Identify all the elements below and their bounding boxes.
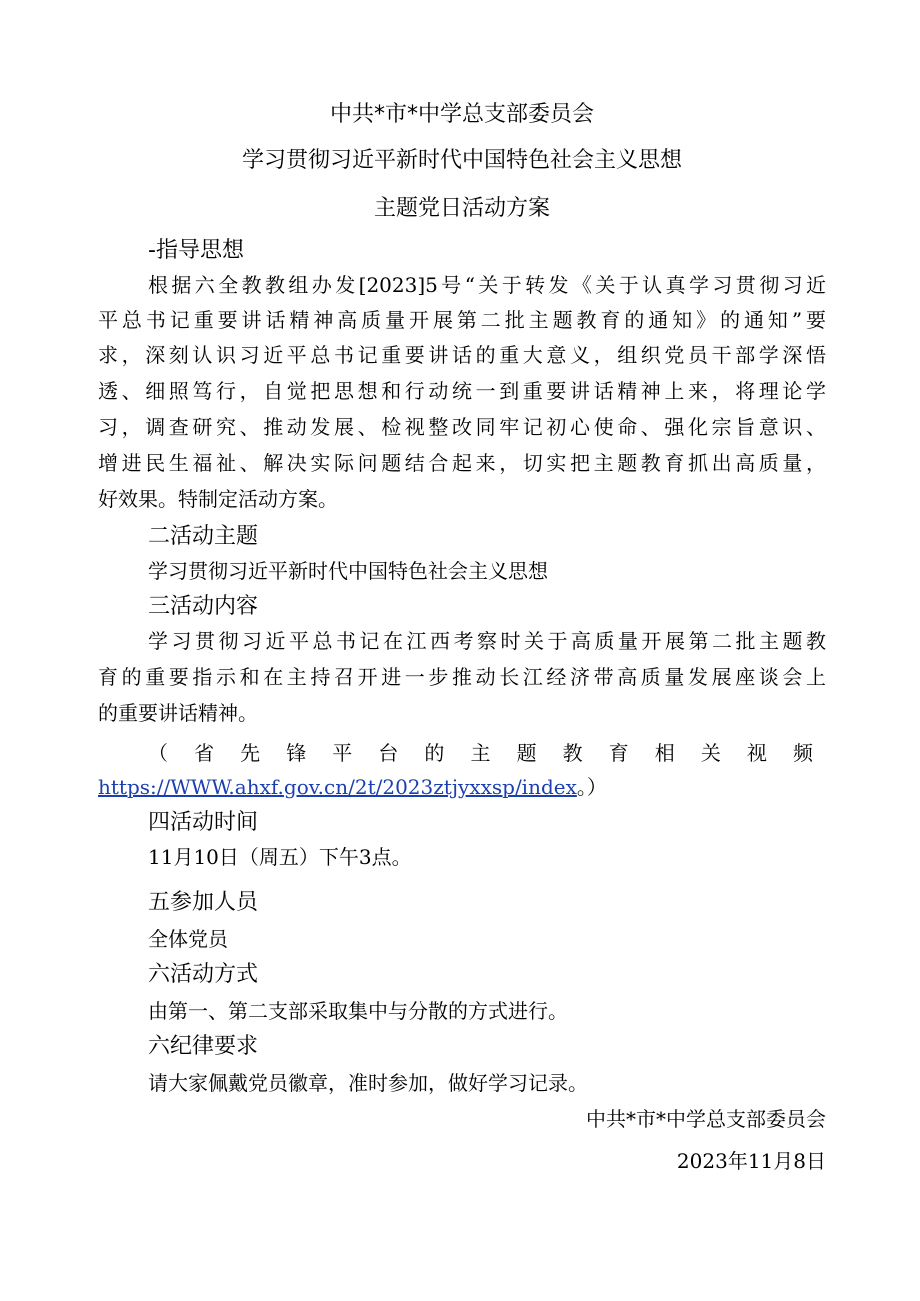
participants-text: 全体党员: [148, 927, 228, 951]
heading-activity-time: 四活动时间: [148, 810, 259, 835]
paragraph-line: 根据六全教教组办发[2023]5号“关于转发《关于认真学习贯彻习近: [148, 273, 826, 297]
activity-time-text: 11月10日（周五）下午3点。: [148, 845, 412, 869]
heading-guiding-thought: -指导思想: [148, 238, 244, 263]
title-sub: 主题党日活动方案: [373, 196, 550, 221]
video-note-line: （省先锋平台的主题教育相关视频: [148, 741, 826, 765]
paragraph-line: 育的重要指示和在主持召开进一步推动长江经济带高质量发展座谈会上: [98, 665, 826, 689]
video-link-line: [98, 772, 607, 802]
activity-theme-text: 学习贯彻习近平新时代中国特色社会主义思想: [148, 559, 548, 583]
paragraph-line: 好效果。特制定活动方案。: [98, 487, 338, 511]
paragraph-line: 学习贯彻习近平总书记在江西考察时关于高质量开展第二批主题教: [148, 629, 826, 653]
paragraph-line: 求，深刻认识习近平总书记重要讲话的重大意义，组织党员干部学深悟: [98, 343, 826, 367]
paragraph-line: 透、细照笃行，自觉把思想和行动统一到重要讲话精神上来，将理论学: [98, 379, 826, 403]
heading-discipline: 六纪律要求: [148, 1034, 259, 1059]
paragraph-line: 增进民生福祉、解决实际问题结合起来，切实把主题教育抓出高质量，: [98, 451, 826, 475]
title-main: 学习贯彻习近平新时代中国特色社会主义思想: [241, 148, 682, 173]
heading-participants: 五参加人员: [148, 890, 259, 915]
paragraph-line: 的重要讲话精神。: [98, 701, 258, 725]
paragraph-line: 平总书记重要讲话精神高质量开展第二批主题教育的通知》的通知”要: [98, 308, 826, 332]
video-link[interactable]: https://WWW.ahxf.gov.cn/2t/2023ztjyxxsp/index: [98, 775, 577, 799]
heading-activity-content: 三活动内容: [148, 594, 259, 619]
activity-method-text: 由第一、第二支部采取集中与分散的方式进行。: [148, 999, 568, 1023]
video-link-suffix: 。）: [576, 775, 607, 799]
title-org: 中共*市*中学总支部委员会: [329, 102, 594, 127]
signature-date: 2023年11月8日: [676, 1149, 826, 1173]
heading-activity-method: 六活动方式: [148, 962, 259, 987]
signature-org: 中共*市*中学总支部委员会: [586, 1107, 826, 1131]
discipline-text: 请大家佩戴党员徽章，准时参加，做好学习记录。: [148, 1071, 588, 1095]
paragraph-line: 习，调查研究、推动发展、检视整改同牢记初心使命、强化宗旨意识、: [98, 415, 826, 439]
heading-activity-theme: 二活动主题: [148, 524, 259, 549]
